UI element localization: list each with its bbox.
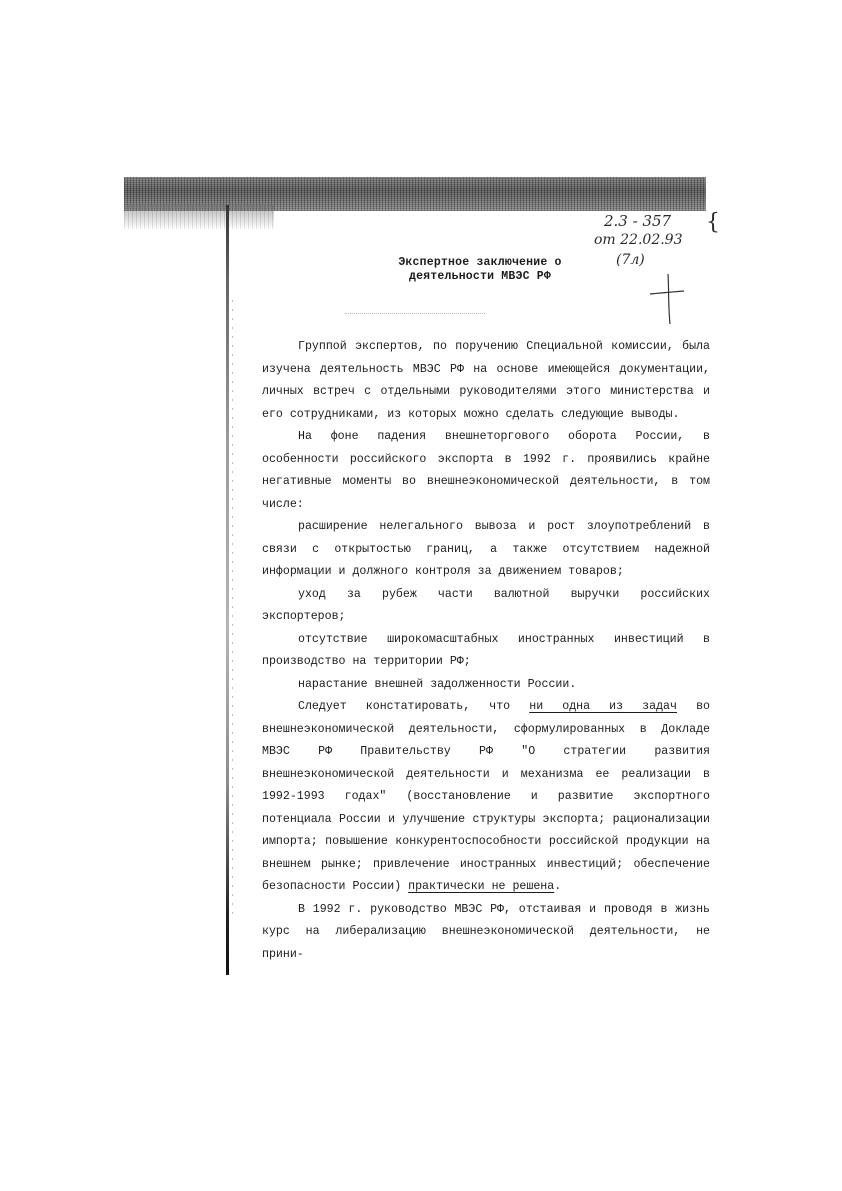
document-title-line-2: деятельности МВЭС РФ: [408, 270, 552, 283]
conclusion-text-end: .: [554, 880, 562, 893]
handwritten-number: 2.3 - 357: [604, 212, 672, 230]
underlined-phrase-not-solved: практически не решена: [408, 880, 555, 893]
conclusion-text-start: Следует констатировать, что: [298, 700, 530, 713]
conclusion-text-middle: во внешнеэкономической деятельности, сформулированных в Докладе МВЭС РФ Правительству РФ "О стратегии развития внешнеэкономической деятельности и механизма ее реализации в 1992-1993 годах" (восстановление и развитие экспортного потенциала России и улучшение структуры экспорта; рационализации импорта; повышение конкурентоспособности российской продукции на внешнем рынке; привлечение иностранных инвестиций; обеспечение безопасности России): [262, 700, 710, 893]
handwritten-cross-mark: [646, 268, 686, 328]
handwritten-date: от 22.02.93: [594, 232, 683, 248]
list-item-lack-of-investment: отсутствие широкомасштабных иностранных инвестиций в производство на территории РФ;: [262, 632, 710, 668]
underlined-phrase-tasks: ни одна из задач: [529, 700, 677, 713]
paragraph-conclusion: [262, 696, 710, 899]
handwritten-brace: {: [706, 210, 720, 235]
handwritten-pages: (7л): [616, 252, 645, 268]
paragraph-background: На фоне падения внешнеторгового оборота России, в особенности российского экспорта в 1992 г. проявились крайне негативные моменты во внешнеэкономической деятельности, в том числе:: [262, 430, 710, 511]
paragraph-leadership: В 1992 г. руководство МВЭС РФ, отстаивая и проводя в жизнь курс на либерализацию внешнеэкономической деятельности, не прини-: [262, 902, 710, 961]
list-item-external-debt: нарастание внешней задолженности России.: [298, 677, 577, 691]
paragraph-intro: Группой экспертов, по поручению Специальной комиссии, была изучена деятельность МВЭС РФ на основе имеющейся документации, личных встреч с отдельными руководителями этого министерства и его сотрудниками, из которых можно сделать следующие выводы.: [262, 340, 710, 421]
list-item-currency-outflow: уход за рубеж части валютной выручки российских экспортеров;: [262, 587, 710, 623]
list-item-illegal-export: расширение нелегального вывоза и рост злоупотреблений в связи с открытостью границ, а также отсутствием надежной информации и должного контроля за движением товаров;: [262, 520, 710, 578]
scan-left-edge: [226, 205, 229, 975]
document-title: [380, 256, 580, 284]
document-body: [262, 336, 710, 966]
title-divider: [345, 313, 485, 314]
document-title-line-1: Экспертное заключение о: [398, 256, 562, 269]
scan-left-edge-dots: [232, 300, 233, 920]
scan-artifact-shadow: [124, 205, 274, 229]
